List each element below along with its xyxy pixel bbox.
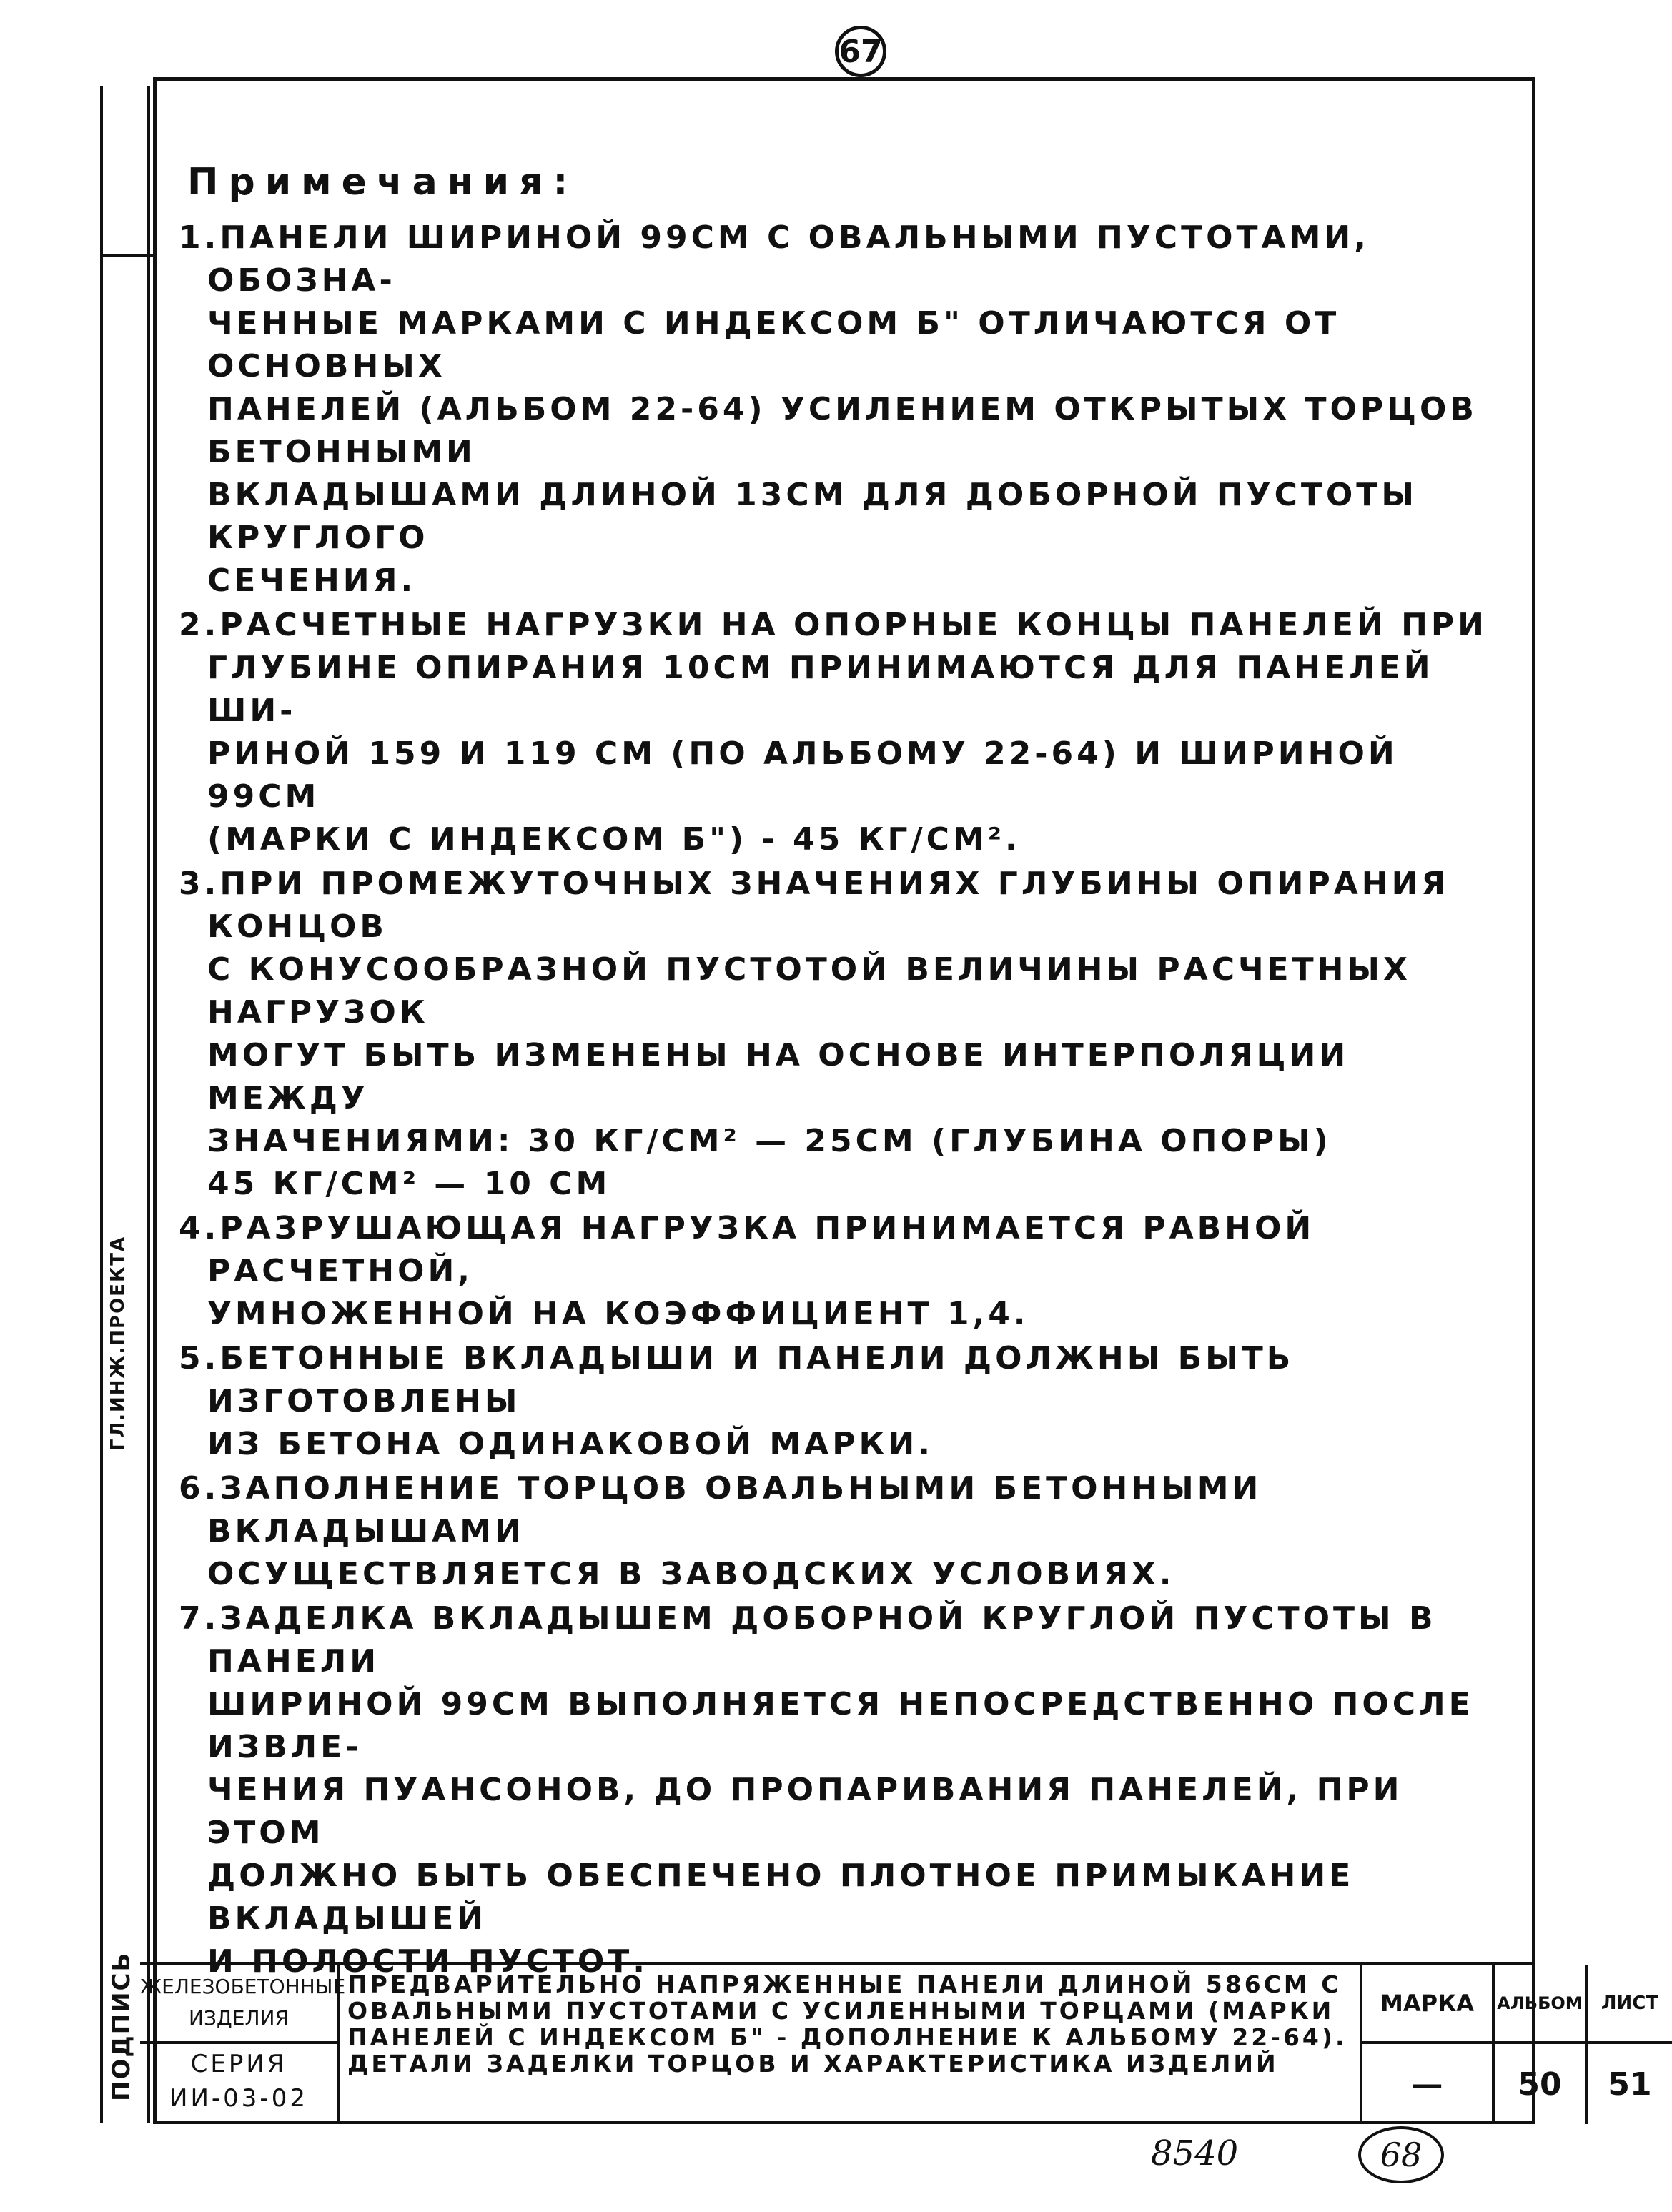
notes-section bbox=[179, 161, 1508, 1985]
mark-label: МАРКА bbox=[1362, 1965, 1495, 2044]
note-6: 6.ЗАПОЛНЕНИЕ ТОРЦОВ ОВАЛЬНЫМИ БЕТОННЫМИ ВКЛАДЫШАМИ ОСУЩЕСТВЛЯЕТСЯ В ЗАВОДСКИХ УСЛОВИЯХ. bbox=[179, 1470, 1262, 1592]
title-block-series bbox=[140, 2044, 340, 2124]
note-3: 3.ПРИ ПРОМЕЖУТОЧНЫХ ЗНАЧЕНИЯХ ГЛУБИНЫ ОПИРАНИЯ КОНЦОВ С КОНУСООБРАЗНОЙ ПУСТОТОЙ ВЕЛИЧИНЫ РАСЧЕТНЫХ НАГРУЗОК МОГУТ БЫТЬ ИЗМЕНЕНЫ НА ОСНОВЕ ИНТЕРПОЛЯЦИИ МЕЖДУ ЗНАЧЕНИЯМИ: 30 КГ/СМ² — 25СМ (ГЛУБИНА ОПОРЫ) 45 КГ/СМ² — 10 СМ bbox=[179, 866, 1450, 1202]
sheet-value: 51 bbox=[1608, 2065, 1652, 2103]
page-number-bottom: 68 bbox=[1358, 2126, 1444, 2183]
margin-stamp-text: ГЛ.ИНЖ.ПРОЕКТА bbox=[107, 1235, 129, 1451]
handwritten-number: 8540 bbox=[1151, 2133, 1239, 2173]
margin-bottom-text: ПОДПИСЬ bbox=[107, 1951, 136, 2101]
title-block bbox=[140, 1962, 1659, 2124]
title-block-category: ЖЕЛЕЗОБЕТОННЫЕ ИЗДЕЛИЯ bbox=[140, 1965, 340, 2044]
album-value: 50 bbox=[1495, 2044, 1588, 2124]
page-number-top: 67 bbox=[835, 26, 886, 77]
notes-title: Примечания: bbox=[187, 161, 578, 204]
margin-outer-line bbox=[100, 86, 103, 2123]
note-5: 5.БЕТОННЫЕ ВКЛАДЫШИ И ПАНЕЛИ ДОЛЖНЫ БЫТЬ ИЗГОТОВЛЕНЫ ИЗ БЕТОНА ОДИНАКОВОЙ МАРКИ. bbox=[179, 1340, 1295, 1462]
album-label: АЛЬБОМ bbox=[1495, 1965, 1588, 2044]
series-label: СЕРИЯ bbox=[190, 2050, 287, 2078]
series-value: ИИ-03-02 bbox=[169, 2084, 308, 2113]
note-7: 7.ЗАДЕЛКА ВКЛАДЫШЕМ ДОБОРНОЙ КРУГЛОЙ ПУСТОТЫ В ПАНЕЛИ ШИРИНОЙ 99СМ ВЫПОЛНЯЕТСЯ НЕПОСРЕДСТВЕННО ПОСЛЕ ИЗВЛЕ- ЧЕНИЯ ПУАНСОНОВ, ДО ПРОПАРИВАНИЯ ПАНЕЛЕЙ, ПРИ ЭТОМ ДОЛЖНО БЫТЬ ОБЕСПЕЧЕНО ПЛОТНОЕ ПРИМЫКАНИЕ ВКЛАДЫШЕЙ И ПОЛОСТИ ПУСТОТ. bbox=[179, 1600, 1474, 1980]
note-2: 2.РАСЧЕТНЫЕ НАГРУЗКИ НА ОПОРНЫЕ КОНЦЫ ПАНЕЛЕЙ ПРИ ГЛУБИНЕ ОПИРАНИЯ 10СМ ПРИНИМАЮТСЯ ДЛЯ ПАНЕЛЕЙ ШИ- РИНОЙ 159 И 119 СМ (ПО АЛЬБОМУ 22-64) И ШИРИНОЙ 99СМ (МАРКИ С ИНДЕКСОМ Б") - 45 КГ/СМ². bbox=[179, 607, 1488, 858]
sheet-label: ЛИСТ bbox=[1588, 1965, 1672, 2044]
margin-inner-line bbox=[147, 86, 150, 2123]
note-4: 4.РАЗРУШАЮЩАЯ НАГРУЗКА ПРИНИМАЕТСЯ РАВНОЙ РАСЧЕТНОЙ, УМНОЖЕННОЙ НА КОЭФФИЦИЕНТ 1,4. bbox=[179, 1210, 1315, 1332]
title-block-description: ПРЕДВАРИТЕЛЬНО НАПРЯЖЕННЫЕ ПАНЕЛИ ДЛИНОЙ 586СМ С ОВАЛЬНЫМИ ПУСТОТАМИ С УСИЛЕННЫМИ ТОРЦАМИ (МАРКИ ПАНЕЛЕЙ С ИНДЕКСОМ Б" - ДОПОЛНЕНИЕ К АЛЬБОМУ 22-64). ДЕТАЛИ ЗАДЕЛКИ ТОРЦОВ И ХАРАКТЕРИСТИКА ИЗДЕЛИЙ bbox=[340, 1965, 1362, 2124]
mark-value: — bbox=[1362, 2044, 1495, 2124]
margin-tick bbox=[100, 254, 157, 257]
note-1: 1.ПАНЕЛИ ШИРИНОЙ 99СМ С ОВАЛЬНЫМИ ПУСТОТАМИ, ОБОЗНА- ЧЕННЫЕ МАРКАМИ С ИНДЕКСОМ Б" ОТЛИЧАЮТСЯ ОТ ОСНОВНЫХ ПАНЕЛЕЙ (АЛЬБОМ 22-64) УСИЛЕНИЕМ ОТКРЫТЫХ ТОРЦОВ БЕТОННЫМИ ВКЛАДЫШАМИ ДЛИНОЙ 13СМ ДЛЯ ДОБОРНОЙ ПУСТОТЫ КРУГЛОГО СЕЧЕНИЯ. bbox=[179, 219, 1478, 599]
